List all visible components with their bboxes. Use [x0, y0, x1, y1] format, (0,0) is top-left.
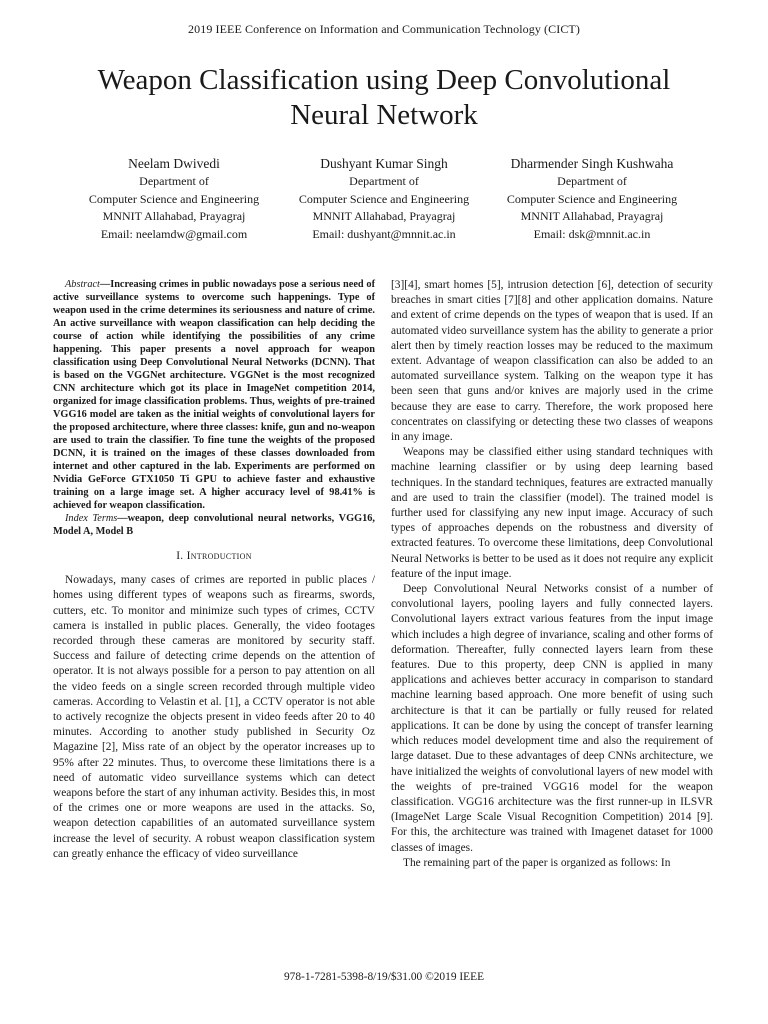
index-terms-lead: Index Terms	[65, 513, 118, 524]
author-institution: MNNIT Allahabad, Prayagraj	[102, 209, 246, 223]
abstract-lead: Abstract	[65, 279, 100, 290]
paragraph: The remaining part of the paper is organized as follows: In	[403, 856, 671, 869]
paragraph: Deep Convolutional Neural Networks consist of a number of convolutional layers, pooling layers and fully connected layers. Convolutional layers extract various features from the input image which includes a high degree of invariance, scaling and other forms of deformation. Thereafter, fully connected layers learn from these features. Due to this property, deep CNN is applied in many applications and achieves better accuracy in comparison to standard machine learning based approach. One more benefit of using such architecture is that it can be partially or fully reused for related applications. It can be done by using the concept of transfer learning which reduces model development time and also the requirement of large dataset. Due to these advantages of deep CNNs architecture, we have initialized the weights of convolutional layers of new model with the weights of pre-trained VGG16 model for the weapon classification. VGG16 architecture was the first runner-up in ILSVR (ImageNet Large Scale Visual Recognition Competition) 2014 [9]. For this, the architecture was trained with Imagenet dataset for 1000 classes of images.	[391, 583, 713, 854]
author-department: Department of	[139, 174, 209, 188]
section-number: I.	[176, 550, 187, 562]
author-email: Email: dushyant@mnnit.ac.in	[312, 226, 456, 241]
author-name: Dushyant Kumar Singh	[320, 156, 448, 171]
author-email: Email: dsk@mnnit.ac.in	[533, 226, 651, 241]
right-column	[391, 278, 713, 871]
index-terms	[53, 512, 375, 538]
section-title: Introduction	[186, 550, 252, 562]
paper-title	[40, 63, 728, 133]
author-block-3	[482, 154, 702, 243]
conference-header: 2019 IEEE Conference on Information and Communication Technology (CICT)	[188, 22, 580, 36]
author-name: Neelam Dwivedi	[128, 156, 220, 171]
author-email: Email: neelamdw@gmail.com	[100, 226, 248, 241]
author-name: Dharmender Singh Kushwaha	[510, 156, 674, 171]
left-column	[53, 278, 375, 862]
author-dept-name: Computer Science and Engineering	[88, 191, 260, 206]
paper-title-line-1: Weapon Classification using Deep Convolutional	[97, 64, 671, 96]
author-institution: MNNIT Allahabad, Prayagraj	[520, 209, 664, 223]
paragraph: [3][4], smart homes [5], intrusion detection [6], detection of security breaches in smart cities [7][8] and other application domains. Nature and extent of crime depends on the types of weapon that is used. If an automated video surveillance system has the ability to generate a prior alert then by timely reaction losses may be reduced to the maximum extent. Advantage of weapon classification can also be added to an automated surveillance system. Talking on the weapon type it has been seen that guns and/or knives are majorly used in the crime because they are ease to carry. Therefore, the work proposed here concentrates on classifying or detecting these two classes of weapons in any image.	[391, 279, 713, 444]
author-dept-name: Computer Science and Engineering	[506, 191, 678, 206]
paragraph: Nowadays, many cases of crimes are reported in public places / homes using different types of weapons such as firearms, swords, cutters, etc. To monitor and minimize such types of crimes, CCTV camera is installed in public places. Generally, the video footages recorded through these cameras are monitored by security staff. Success and failure of detecting crime depends on the attention of operator. It is not always possible for a person to pay attention on all the video feeds on a single screen recorded through multiple video cameras. According to Velastin et al. [1], a CCTV operator is not able to actively recognize the objects present in video feeds after 20 to 40 minutes. According to another study published in Security Oz Magazine [2], Miss rate of an object by the operator increases up to 95% after 22 minutes. Thus, to overcome these limitations there is a need of automatic video surveillance systems which can detect weapons before the start of any inhuman activity. Besides this, in most of the crimes one or more weapons are used in the attacks. So, weapon detection capabilities of an automated surveillance system increase the level of security. A robust weapon classification system can greatly enhance the efficacy of video surveillance	[53, 574, 375, 860]
paragraph: Weapons may be classified either using standard techniques with machine learning classifier or by using deep learning based techniques. In the standard techniques, features are extracted manually and are used to train the classifier (model). The trained model is further used for classifying any new input image. Accuracy of such types of approaches depends on the robustness and diversity of extracted features. To overcome these limitations, deep Convolutional Neural Networks is better to be used as it does not require any explicit feature of the input image.	[391, 446, 713, 580]
author-dept-name: Computer Science and Engineering	[298, 191, 470, 206]
abstract	[53, 278, 375, 512]
paper-title-line-2: Neural Network	[290, 99, 478, 131]
index-terms-text: —weapon, deep convolutional neural networks, VGG16, Model A, Model B	[53, 513, 375, 537]
author-department: Department of	[349, 174, 419, 188]
abstract-text: —Increasing crimes in public nowadays pose a serious need of active surveillance systems to overcome such happenings. Type of weapon used in the crime determines its seriousness and nature of crime. An active surveillance with weapon classification can help deciding the course of action while identifying the possibilities of any crime happening. This paper presents a novel approach for weapon classification using Deep Convolutional Neural Networks (DCNN). That is based on the VGGNet architecture. VGGNet is the most recognized CNN architecture which got its place in ImageNet competition 2014, organized for image classification problems. Thus, weights of pre-trained VGG16 model are taken as the initial weights of convolutional layers for the proposed architecture, where three classes: knife, gun and no-weapon are used to train the classifier. To fine tune the weights of the proposed DCNN, it is trained on the images of these classes downloaded from internet and other captured in the lab. Experiments are performed on Nvidia GeForce GTX1050 Ti GPU to achieve faster and exhaustive training on a large image set. A higher accuracy level of 98.41% is achieved for weapon classification.	[53, 279, 375, 511]
author-block-2	[274, 154, 494, 243]
author-institution: MNNIT Allahabad, Prayagraj	[312, 209, 456, 223]
author-block-1	[64, 154, 284, 243]
section-heading	[53, 549, 375, 564]
copyright-footer: 978-1-7281-5398-8/19/$31.00 ©2019 IEEE	[283, 971, 485, 983]
author-department: Department of	[557, 174, 627, 188]
